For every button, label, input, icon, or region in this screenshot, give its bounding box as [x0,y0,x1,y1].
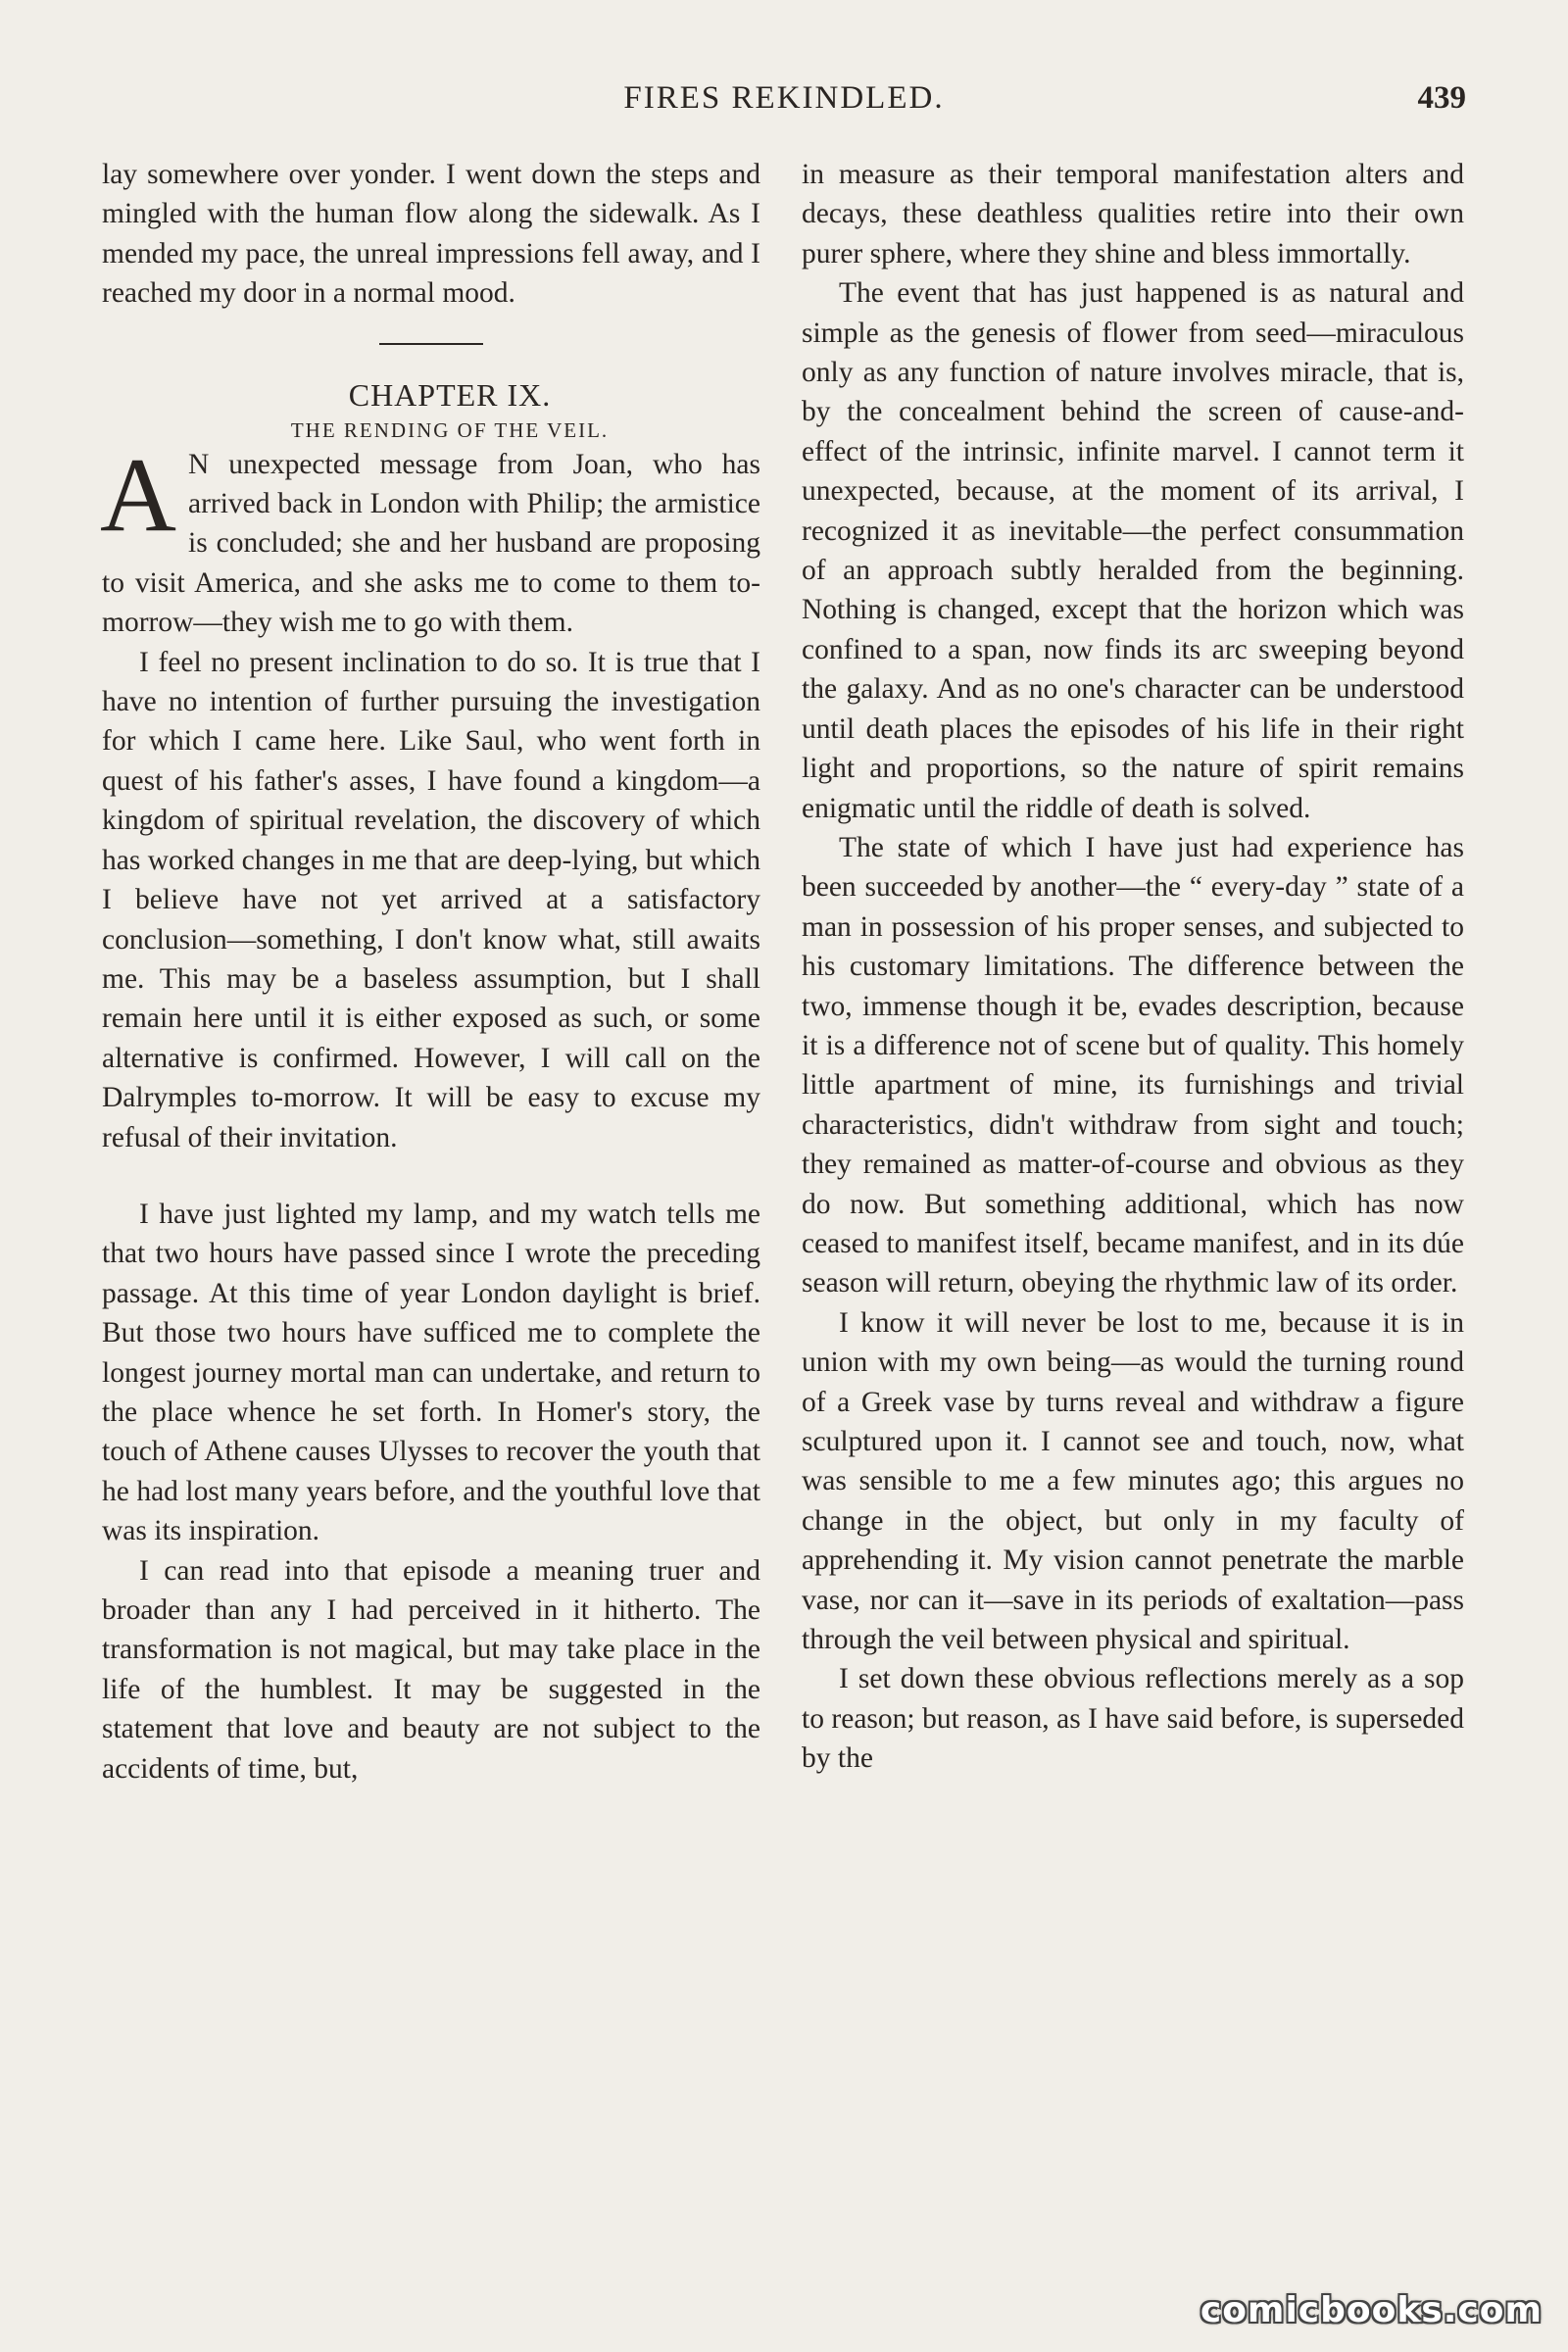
body-paragraph: I have just lighted my lamp, and my watch tells me that two hours have passed since I wrote the preceding passage. At this time of year London daylight is brief. But those two hours have sufficed me to complete the longest journey mortal man can undertake, and return to the place whence he set forth. In Homer's story, the touch of Athene causes Ulysses to recover the youth that he had lost many years before, and the youthful love that was its inspiration. [102,1198,760,1547]
opening-paragraph-text: N unexpected message from Joan, who has arrived back in London with Philip; the armistice is concluded; she and her husband are proposing to visit America, and she asks me to come to them to-morrow—they wish me to go with them. [102,448,760,639]
body-paragraph: The state of which I have just had experience has been succeeded by another—the “ every-day ” state of a man in possession of his proper senses, and subjected to his customary limitations. The difference between the two, immense though it be, evades description, because it is a difference not of scene but of quality. This homely little apartment of mine, its furnishings and trivial characteristics, didn't withdraw from sight and touch; they remained as matter-of-course and obvious as they do now. But something additional, which has now ceased to manifest itself, became manifest, and in its dúe season will return, obeying the rhythmic law of its order. [802,831,1464,1299]
continued-paragraph: in measure as their temporal manifestation alters and decays, these deathless qualities retire into their own purer sphere, where they shine and bless immortally. [802,159,1464,270]
watermark: comicbooks.com [1200,2290,1543,2330]
left-column [102,155,760,1788]
body-paragraph: I can read into that episode a meaning truer and broader than any I had perceived in it hitherto. The transformation is not magical, but may take place in the life of the humblest. It may be suggested in the statement that love and beauty are not subject to the accidents of time, but, [102,1554,760,1785]
body-paragraph: The event that has just happened is as natural and simple as the genesis of flower from seed—miraculous only as any function of nature involves miracle, that is, by the concealment behind the screen of cause-and-effect of the intrinsic, infinite marvel. I cannot term it unexpected, because, at the moment of its arrival, I recognized it as inevitable—the perfect consummation of an approach subtly heralded from the beginning. Nothing is changed, except that the horizon which was confined to a span, now finds its arc sweeping beyond the galaxy. And as no one's character can be understood until death places the episodes of his life in their right light and proportions, so the nature of spirit remains enigmatic until the riddle of death is solved. [802,277,1464,824]
page-number: 439 [1417,80,1466,116]
body-paragraph: I feel no present inclination to do so. It is true that I have no intention of further pursuing the investigation for which I came here. Like Saul, who went forth in quest of his father's asses, I have found a kingdom—a kingdom of spiritual revelation, the discovery of which has worked changes in me that are deep-lying, but which I believe have not yet arrived at a satisfactory conclusion—something, I don't know what, still awaits me. This may be a baseless assumption, but I shall remain here until it is either exposed as such, or some alternative is confirmed. However, I will call on the Dalrymples to-morrow. It will be easy to excuse my refusal of their invitation. [102,646,760,1153]
running-title: FIRES REKINDLED. [623,80,945,116]
page-header [0,80,1568,129]
continued-paragraph: lay somewhere over yonder. I went down the steps and mingled with the human flow along the sidewalk. As I mended my pace, the unreal impressions fell away, and I reached my door in a normal mood. [102,159,760,310]
chapter-title: CHAPTER IX. [348,376,552,413]
drop-cap: A [100,436,176,554]
body-paragraph: I know it will never be lost to me, because it is in union with my own being—as would the turning round of a Greek vase by turns reveal and withdraw a figure sculptured upon it. I cannot see and touch, now, what was sensible to me a few minutes ago; this argues no change in the object, but only in my faculty of apprehending it. My vision cannot penetrate the marble vase, nor can it—save in its periods of exaltation—pass through the veil between physical and spiritual. [802,1306,1464,1656]
opening-paragraph [100,436,760,643]
body-paragraph: I set down these obvious reflections merely as a sop to reason; but reason, as I have said before, is superseded by the [802,1663,1464,1775]
section-divider [379,343,483,345]
right-column [802,155,1464,1779]
chapter-subtitle: THE RENDING OF THE VEIL. [290,417,610,442]
